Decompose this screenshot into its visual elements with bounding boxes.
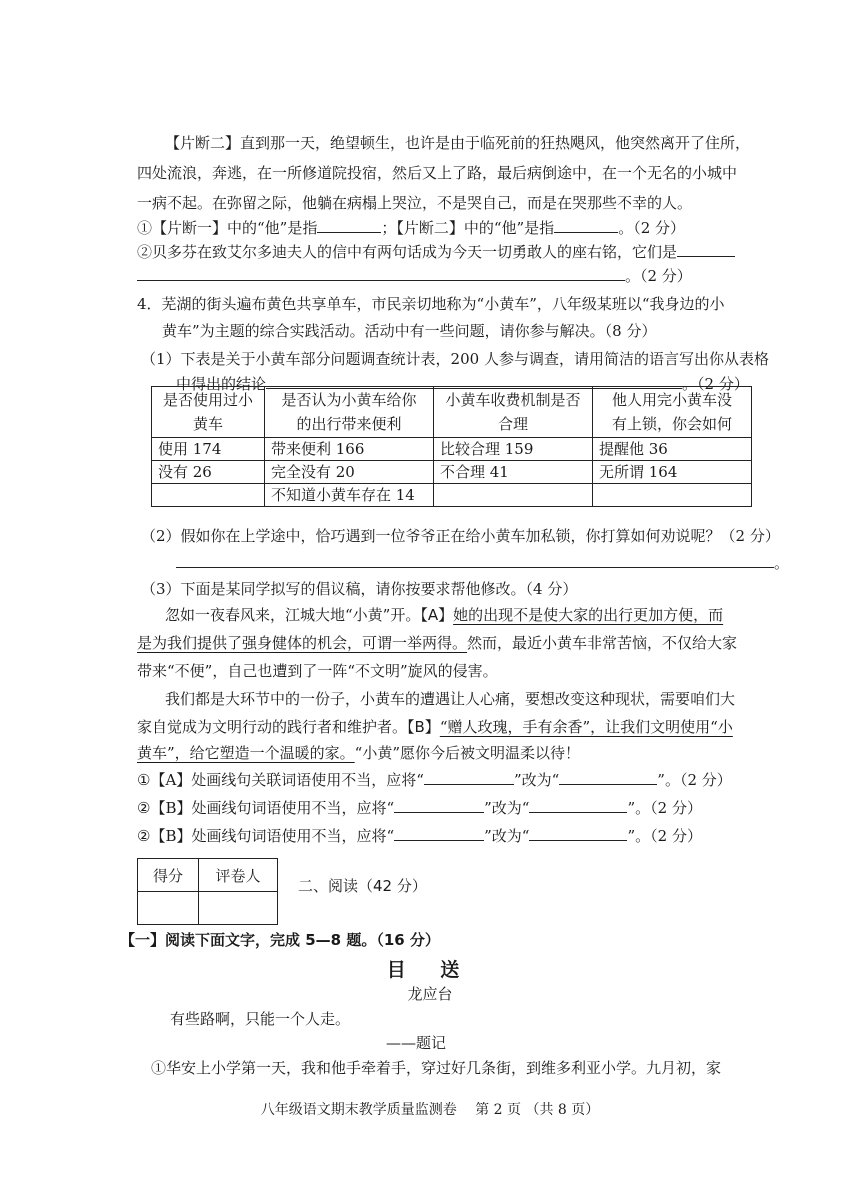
epigraph-source: ——题记: [386, 1034, 447, 1052]
answer-blank[interactable]: [137, 264, 625, 281]
grader-label: 评卷人: [199, 859, 278, 892]
table-row: [152, 484, 752, 507]
table-cell: 带来便利 166: [265, 438, 434, 461]
epigraph: 有些路啊，只能一个人走。: [170, 1010, 351, 1028]
q4-part2-answer: [176, 551, 789, 574]
reading-heading: 【一】阅读下面文字，完成 5—8 题。（16 分）: [120, 931, 440, 949]
part2-end: 。: [774, 554, 790, 572]
draft-line1: [165, 604, 723, 626]
q4-part1-line1: （1）下表是关于小黄车部分问题调查统计表，200 人参与调查，请用简洁的语言写出你从表格: [141, 350, 769, 368]
score-label: 得分: [138, 859, 199, 892]
draft-text: “小黄”愿你今后被文明温柔以待！: [354, 744, 581, 762]
fix-score: ”。（2 分）: [627, 827, 702, 845]
answer-blank[interactable]: [394, 796, 484, 813]
table-header-cell: 是否认为小黄车给你 的出行带来便利: [265, 387, 434, 438]
draft-line5: [137, 716, 733, 738]
fragment2-line3: 一病不起。在弥留之际，他躺在病榻上哭泣，不是哭自己，而是在哭那些不幸的人。: [137, 194, 693, 212]
fragment-question-b-line2: [137, 264, 692, 287]
fix-text: ②【B】处画线句词语使用不当，应将“: [137, 827, 395, 845]
answer-blank[interactable]: [394, 824, 484, 841]
draft-line4: 我们都是大环节中的一份子，小黄车的遭遇让人心痛，要想改变这种现状，需要咱们大: [165, 690, 736, 708]
table-row: [152, 438, 752, 461]
draft-text: 家自觉成为文明行动的践行者和维护者。: [137, 718, 408, 736]
article-paragraph-1: ①华安上小学第一天，我和他手牵着手，穿过好几条街，到维多利亚小学。九月初，家: [151, 1059, 722, 1077]
answer-blank[interactable]: [424, 768, 514, 785]
question-b-text: ②贝多芬在致艾尔多迪夫人的信中有两句话成为今天一切勇敢人的座右铭，它们是: [137, 243, 678, 261]
draft-line3: 带来“不便”，自己也遭到了一阵“不文明”旋风的侵害。: [137, 662, 498, 680]
draft-line6: [137, 742, 580, 764]
fix-score: ”。（2 分）: [627, 799, 702, 817]
fix-text: ②【B】处画线句词语使用不当，应将“: [137, 799, 395, 817]
underlined-sentence-a: 是为我们提供了强身健体的机会，可谓一举两得。: [137, 634, 468, 652]
answer-blank[interactable]: [529, 824, 627, 841]
answer-blank[interactable]: [529, 796, 627, 813]
table-header-cell: 小黄车收费机制是否 合理: [434, 387, 593, 438]
table-cell: 无所谓 164: [593, 461, 752, 484]
answer-blank[interactable]: [677, 240, 735, 257]
score-box: [137, 858, 278, 925]
table-cell: 不合理 41: [434, 461, 593, 484]
table-cell: 不知道小黄车存在 14: [265, 484, 434, 507]
underlined-sentence-b: 黄车”，给它塑造一个温暖的家。: [137, 744, 355, 762]
draft-text: 然而，最近小黄车非常苦恼，不仅给大家: [467, 634, 738, 652]
section-heading-reading: 二、阅读（42 分）: [298, 877, 427, 895]
part1-prompt: 中得出的结论: [176, 375, 267, 393]
underlined-sentence-b: “赠人玫瑰，手有余香”，让我们文明使用“小: [439, 718, 733, 736]
table-cell: 比较合理 159: [434, 438, 593, 461]
answer-blank[interactable]: [317, 216, 381, 233]
fix-text: ”改为“: [484, 827, 530, 845]
persuasion-blank[interactable]: [176, 551, 774, 568]
table-cell: 提醒他 36: [593, 438, 752, 461]
q4-part2: （2）假如你在上学途中，恰巧遇到一位爷爷正在给小黄车加私锁，你打算如何劝说呢？（2 分）: [141, 527, 780, 545]
table-cell: [593, 484, 752, 507]
table-cell: [152, 484, 265, 507]
question-a-score: 。（2 分）: [618, 219, 685, 237]
article-author: 龙应台: [407, 985, 453, 1003]
q4-part3: （3）下面是某同学拟写的倡议稿，请你按要求帮他修改。（4 分）: [141, 580, 578, 598]
draft-line2: [137, 632, 737, 654]
question-a-text: ①【片断一】中的“他”是指: [137, 219, 318, 237]
survey-table: [151, 386, 752, 507]
table-header-cell: 他人用完小黄车没 有上锁，你会如何: [593, 387, 752, 438]
fragment-question-a: [137, 216, 685, 239]
part1-score: 。（2 分）: [682, 375, 749, 393]
fix-text: ”改为“: [484, 799, 530, 817]
fix-question-1: [137, 768, 732, 791]
fix-question-2: [137, 796, 702, 819]
fragment2-line1: 【片断二】直到那一天，绝望顿生，也许是由于临死前的狂热飓风，他突然离开了住所，: [165, 134, 751, 152]
q4-intro-line1: 4．芜湖的街头遍布黄色共享单车，市民亲切地称为“小黄车”，八年级某班以“我身边的小: [137, 295, 725, 313]
table-row: [152, 461, 752, 484]
table-cell: 使用 174: [152, 438, 265, 461]
answer-blank[interactable]: [554, 216, 618, 233]
fragment-question-b: [137, 240, 735, 263]
question-a-mid: ；【片断二】中的“他”是指: [381, 219, 555, 237]
draft-text: 忽如一夜春风来，江城大地“小黄”开。: [165, 606, 421, 624]
fix-text: ”改为“: [513, 771, 560, 789]
table-cell: 没有 26: [152, 461, 265, 484]
q4-intro-line2: 黄车”为主题的综合实践活动。活动中有一些问题，请你参与解决。（8 分）: [162, 322, 657, 340]
score-field[interactable]: [138, 892, 199, 925]
article-title: 目 送: [386, 959, 474, 981]
table-header-cell: 是否使用过小 黄车: [152, 387, 265, 438]
fix-question-3: [137, 824, 702, 847]
marker-a: 【A】: [420, 606, 454, 624]
question-b-score: 。（2 分）: [625, 267, 692, 285]
marker-b: 【B】: [407, 718, 440, 736]
table-header-row: [152, 387, 752, 438]
page-footer: 八年级语文期末教学质量监测卷 第 2 页 （共 8 页）: [260, 1102, 600, 1118]
underlined-sentence-a: 她的出现不是使大家的出行更加方便，而: [453, 606, 724, 624]
fix-text: ①【A】处画线句关联词语使用不当，应将“: [137, 771, 424, 789]
fix-score: ”。（2 分）: [657, 771, 732, 789]
table-cell: 完全没有 20: [265, 461, 434, 484]
table-cell: [434, 484, 593, 507]
grader-field[interactable]: [199, 892, 278, 925]
answer-blank[interactable]: [559, 768, 657, 785]
fragment2-line2: 四处流浪，奔逃，在一所修道院投宿，然后又上了路，最后病倒途中，在一个无名的小城中: [137, 164, 738, 182]
